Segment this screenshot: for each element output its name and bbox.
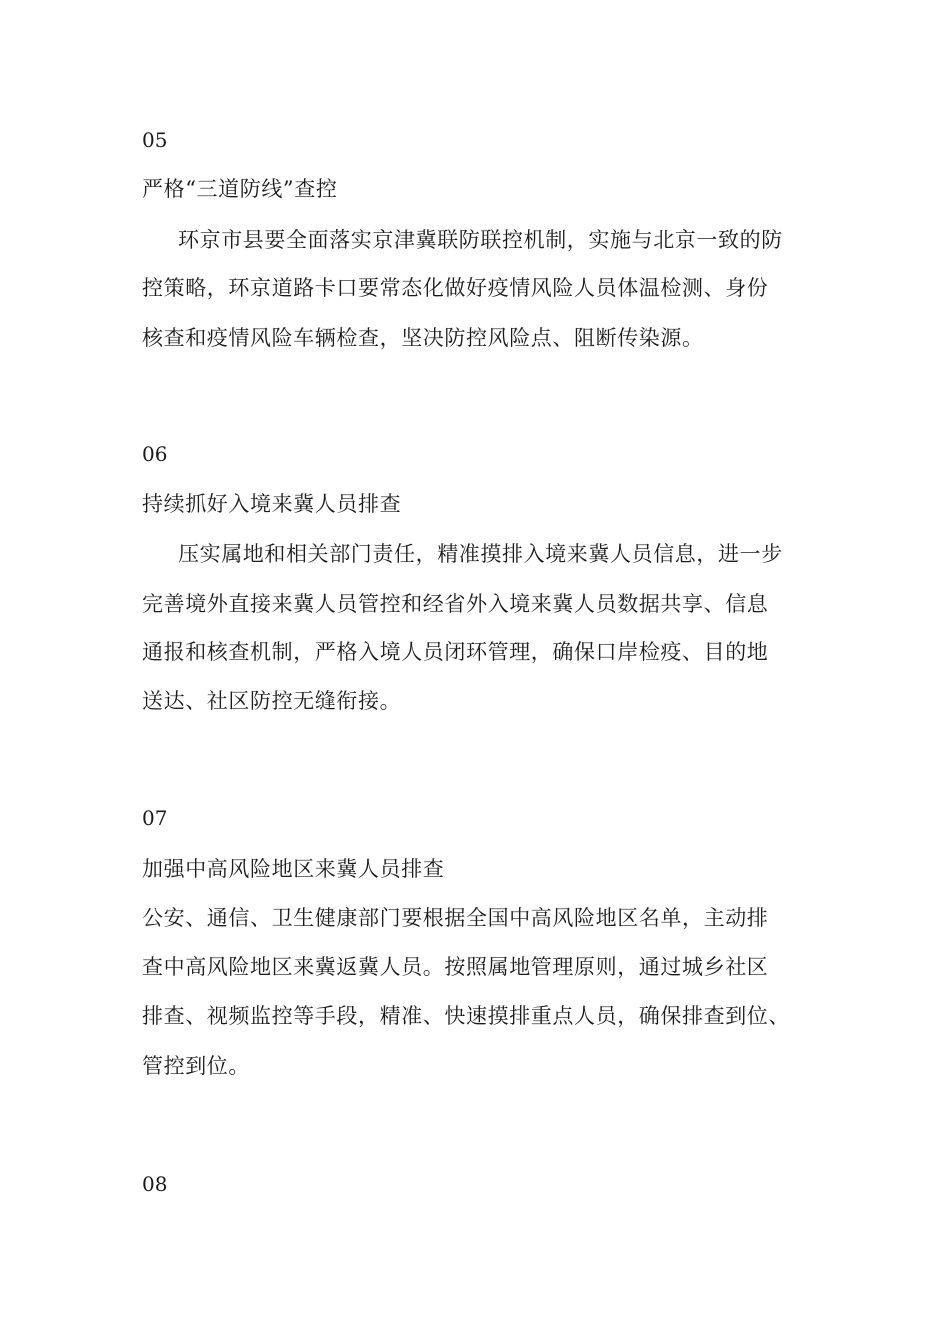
paragraph-line: 完善境外直接来冀人员管控和经省外入境来冀人员数据共享、信息 bbox=[142, 592, 769, 616]
paragraph-line: 压实属地和相关部门责任，精准摸排入境来冀人员信息，进一步 bbox=[178, 542, 783, 566]
paragraph-line: 管控到位。 bbox=[142, 1054, 250, 1078]
section-number: 08 bbox=[142, 1172, 168, 1196]
paragraph-line: 核查和疫情风险车辆检查，坚决防控风险点、阻断传染源。 bbox=[142, 326, 704, 350]
section-heading: 严格“三道防线”查控 bbox=[142, 177, 338, 201]
paragraph-line: 排查、视频监控等手段，精准、快速摸排重点人员，确保排查到位、 bbox=[142, 1004, 790, 1028]
paragraph-line: 查中高风险地区来冀返冀人员。按照属地管理原则，通过城乡社区 bbox=[142, 955, 769, 979]
section-number: 05 bbox=[142, 128, 168, 152]
paragraph-line: 公安、通信、卫生健康部门要根据全国中高风险地区名单，主动排 bbox=[142, 906, 769, 930]
section-number: 06 bbox=[142, 442, 168, 466]
section-heading: 持续抓好入境来冀人员排查 bbox=[142, 492, 402, 516]
section-number: 07 bbox=[142, 806, 168, 830]
paragraph-line: 环京市县要全面落实京津冀联防联控机制，实施与北京一致的防 bbox=[178, 228, 783, 252]
paragraph-line: 通报和核查机制，严格入境人员闭环管理，确保口岸检疫、目的地 bbox=[142, 640, 769, 664]
paragraph-line: 送达、社区防控无缝衔接。 bbox=[142, 689, 402, 713]
section-heading: 加强中高风险地区来冀人员排查 bbox=[142, 857, 445, 881]
paragraph-line: 控策略，环京道路卡口要常态化做好疫情风险人员体温检测、身份 bbox=[142, 276, 769, 300]
